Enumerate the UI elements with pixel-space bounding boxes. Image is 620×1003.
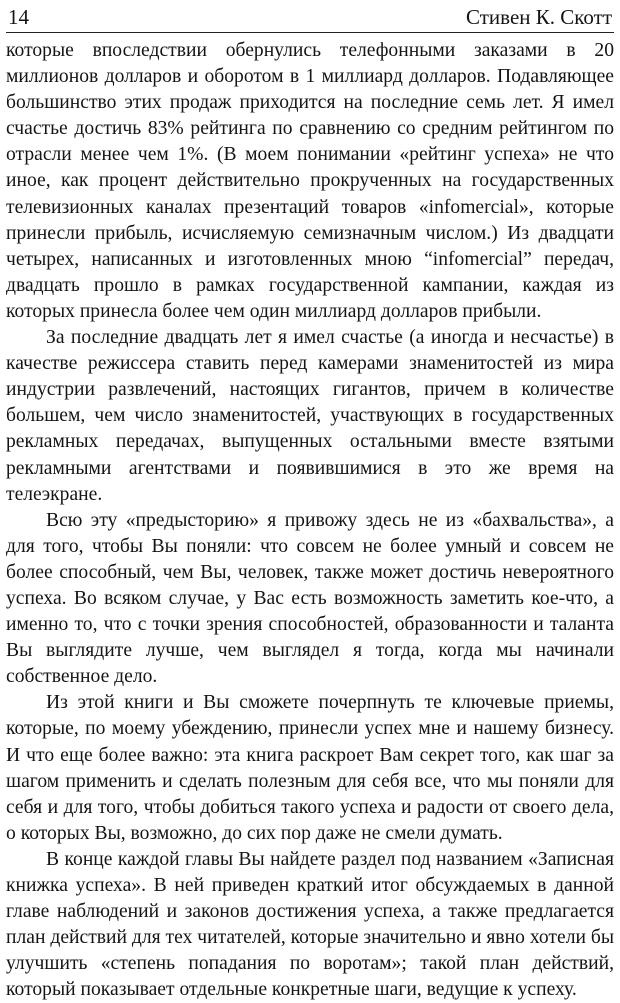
page-number: 14 [8, 5, 29, 29]
paragraph-continuation: которые впоследствии обернулись телефонными заказами в 20 миллионов долларов и оборотом в 1 миллиард долларов. Подавляющее большинство этих продаж приходится на последние семь лет. Я имел счастье достичь 83% рейтинга по сравнению со средним рейтингом по отрасли менее чем 1%. (В моем понимании «рейтинг успеха» не что иное, как процент действительно прокрученных на государственных телевизионных каналах презентаций товаров «infomercial», которые принесли прибыль, исчисляемую семизначным числом.) Из двадцати четырех, написанных и изготовленных мною “infomercial” передач, двадцать прошло в рамках государственной кампании, каждая из которых принесла более чем один миллиард долларов прибыли. [6, 40, 614, 322]
paragraph: Из этой книги и Вы сможете почерпнуть те ключевые приемы, которые, по моему убеждению, принесли успех мне и нашему бизнесу. И что еще более важно: эта книга раскроет Вам секрет того, как шаг за шагом применить и сделать полезным для себя все, что мы поняли для себя и для того, чтобы добиться такого успеха и радости от своего дела, о которых Вы, возможно, до сих пор даже не смели думать. [6, 692, 614, 844]
running-title: Стивен К. Скотт [466, 5, 612, 29]
body-text [6, 38, 614, 1003]
header-rule [6, 32, 614, 33]
paragraph: За последние двадцать лет я имел счастье (а иногда и несчастье) в качестве режиссера ставить перед камерами знаменитостей из мира индустрии развлечений, настоящих гигантов, причем в количестве большем, чем число знаменитостей, участвующих в государственных рекламных передачах, выпущенных остальными вместе взятыми рекламными агентствами и появившимися в это же время на телеэкране. [6, 327, 614, 505]
page-header [6, 0, 614, 30]
paragraph: Всю эту «предысторию» я привожу здесь не из «бахвальства», а для того, чтобы Вы поняли: что совсем не более умный и совсем не более способный, чем Вы, человек, также может достичь невероятного успеха. Во всяком случае, у Вас есть возможность заметить кое-что, а именно то, что с точки зрения способностей, образованности и таланта Вы выглядите лучше, чем выглядел я тогда, когда мы начинали собственное дело. [6, 509, 614, 688]
paragraph: В конце каждой главы Вы найдете раздел под названием «Записная книжка успеха». В ней приведен краткий итог обсуждаемых в данной главе наблюдений и законов достижения успеха, а также предлагается план действий для тех читателей, которые значительно и явно хотели бы улучшить «степень попадания по воротам»; такой план действий, который показывает отдельные конкретные шаги, ведущие к успеху. [6, 848, 614, 1001]
